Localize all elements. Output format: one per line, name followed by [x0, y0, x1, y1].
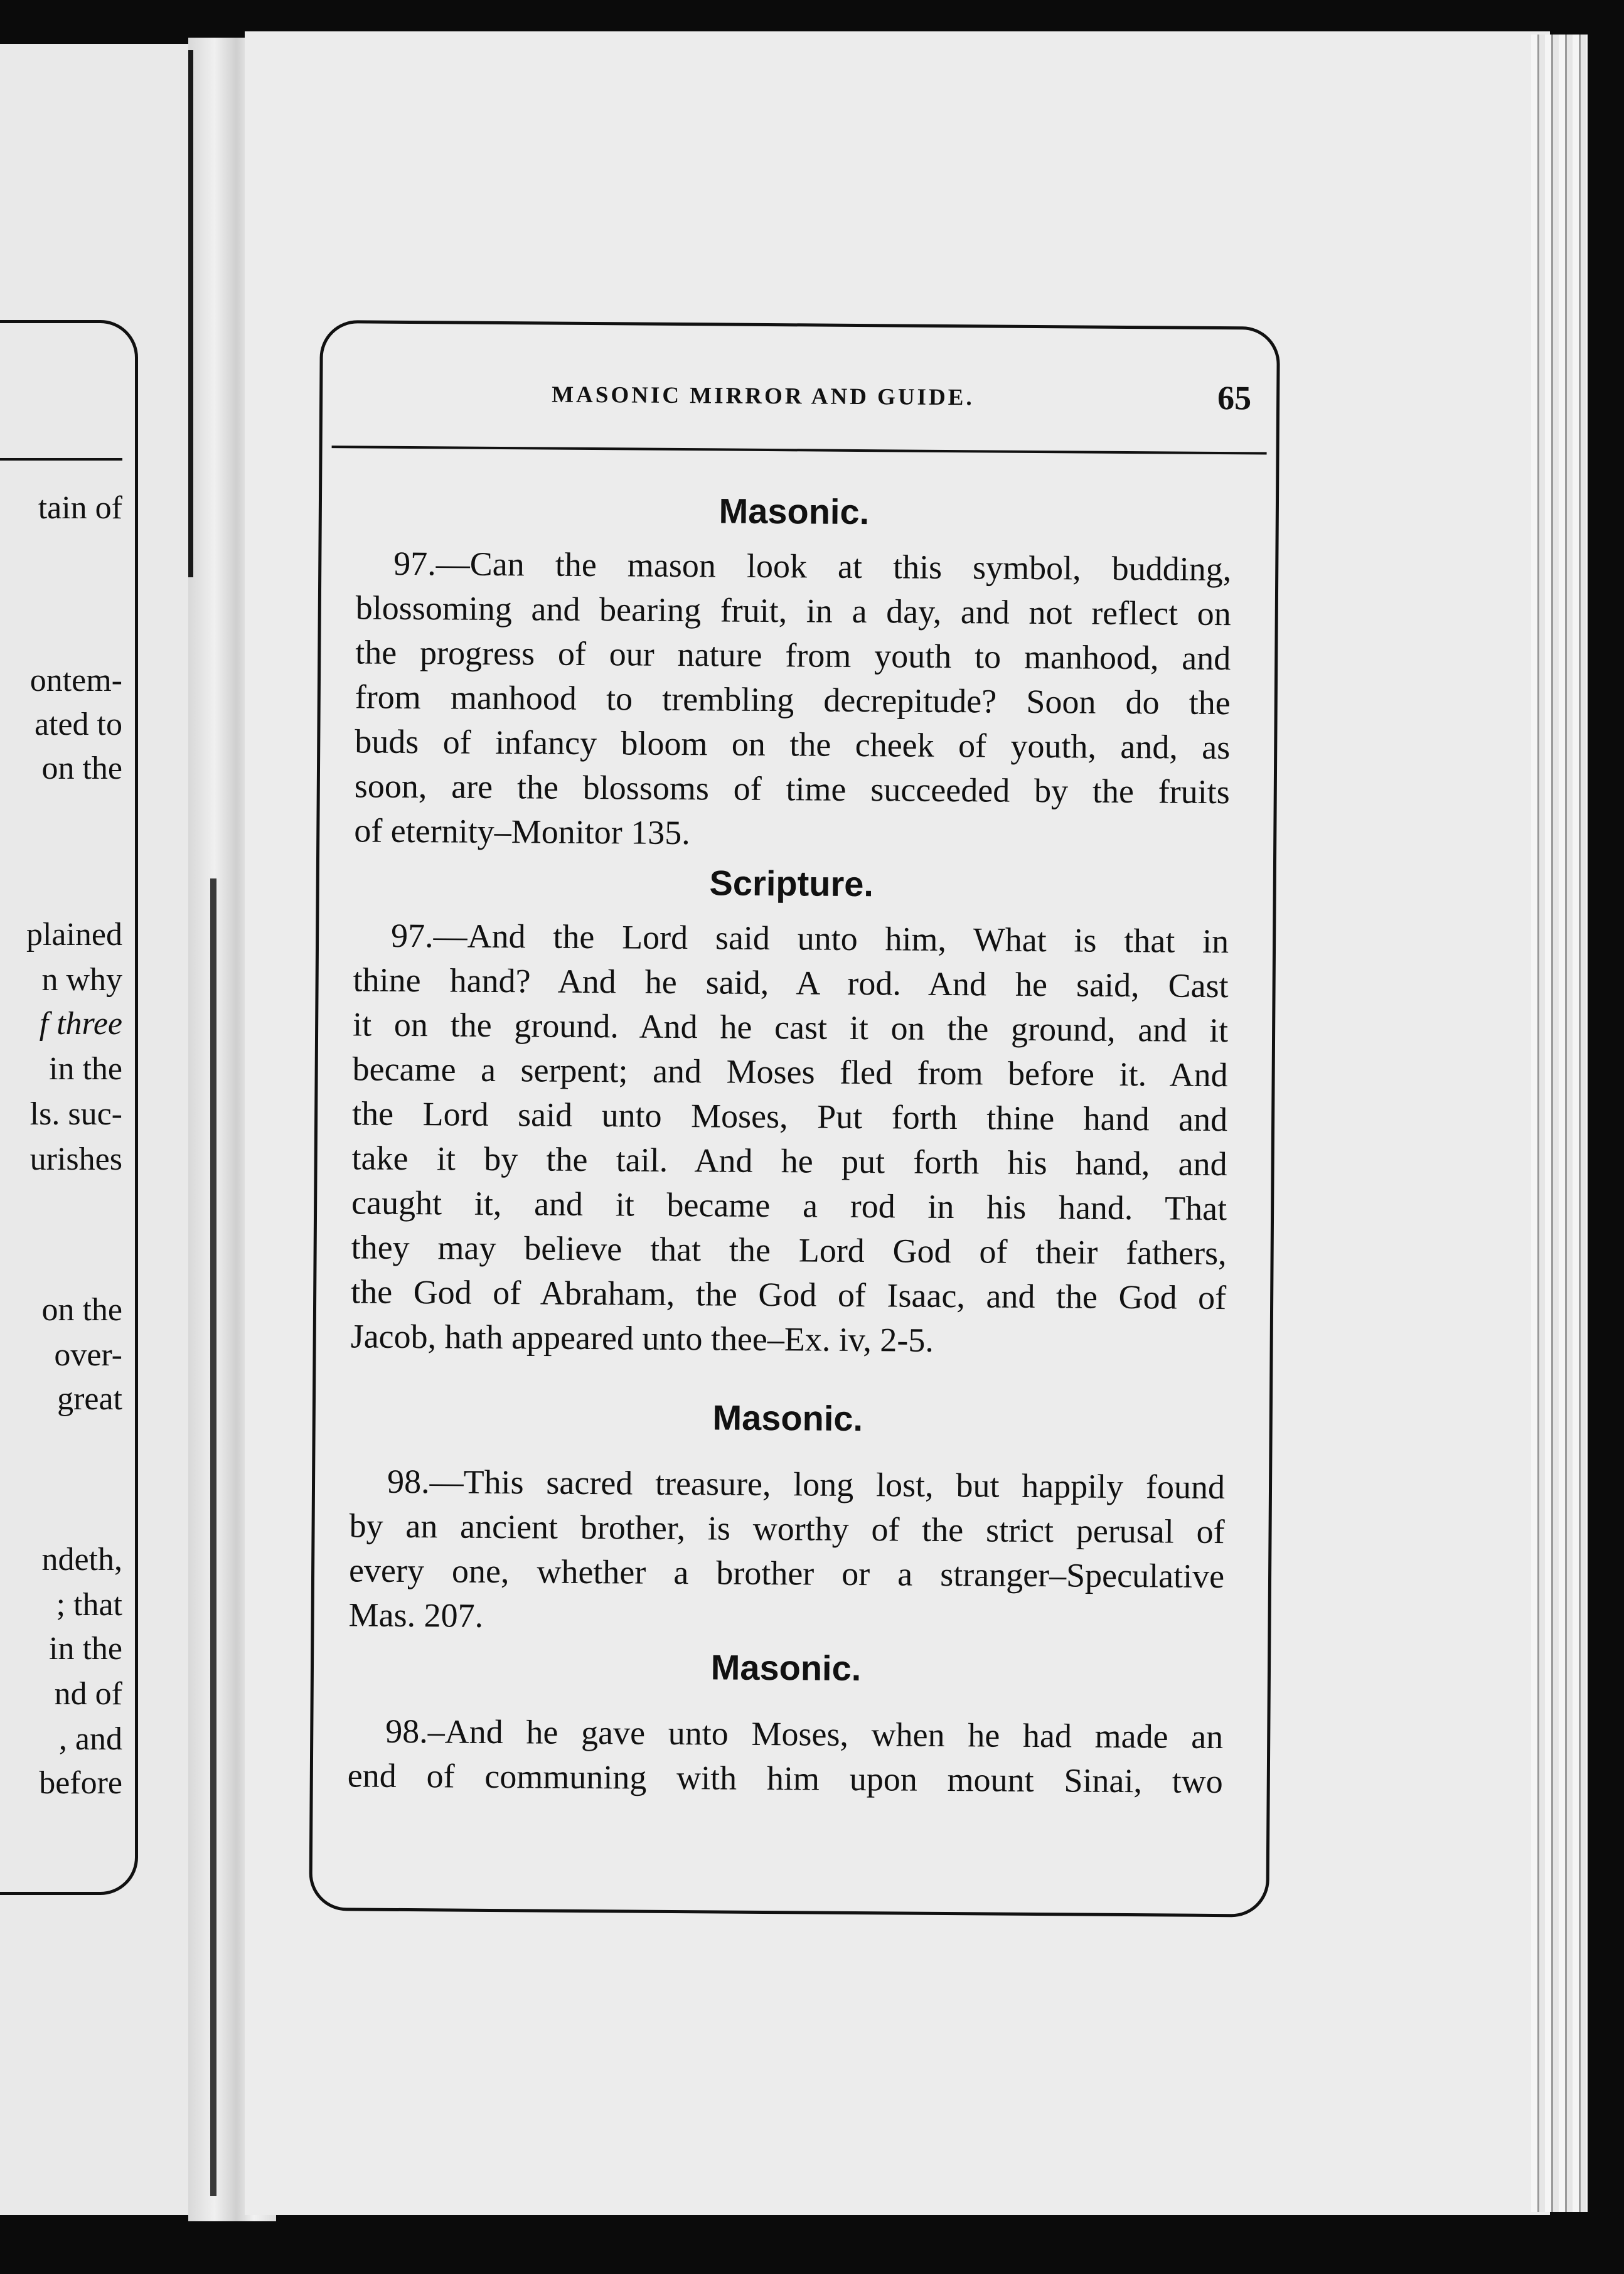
- text-line: 98.—This sacred treasure, long lost, but happily found: [387, 1462, 1226, 1507]
- text-line: of eternity–Monitor 135.: [354, 811, 690, 852]
- left-line: great: [57, 1381, 122, 1417]
- torn-edge: [188, 50, 193, 577]
- paragraph: [350, 913, 1229, 1365]
- left-line: plained: [26, 917, 122, 953]
- left-line: over-: [54, 1337, 122, 1373]
- paragraph: [348, 1709, 1224, 1804]
- text-line: the progress of our nature from youth to manhood, and: [355, 633, 1231, 678]
- left-line: before: [39, 1765, 122, 1801]
- left-line: nd of: [54, 1676, 122, 1712]
- left-line: , and: [58, 1721, 122, 1757]
- section-heading: Masonic.: [710, 1647, 862, 1689]
- section-heading: Masonic.: [712, 1397, 863, 1439]
- left-line: ls. suc-: [29, 1096, 122, 1132]
- left-line: in the: [49, 1631, 122, 1667]
- header-rule: [332, 446, 1267, 454]
- left-line: on the: [41, 1292, 122, 1328]
- text-line: Jacob, hath appeared unto thee–Ex. iv, 2-5.: [350, 1317, 934, 1359]
- text-line: end of communing with him upon mount Sinai, two: [347, 1756, 1223, 1801]
- left-line: f three: [39, 1006, 122, 1042]
- text-line: 97.—And the Lord said unto him, What is that in: [390, 916, 1229, 961]
- paragraph: [348, 1459, 1225, 1643]
- text-line: buds of infancy bloom on the cheek of youth, and, as: [355, 722, 1231, 767]
- page-edges: [1531, 35, 1588, 2212]
- text-line: from manhood to trembling decrepitude? Soon do the: [355, 678, 1231, 722]
- paragraph: [354, 541, 1231, 859]
- left-line: ndeth,: [41, 1542, 122, 1577]
- header-rule: [0, 458, 122, 461]
- text-line: take it by the tail. And he put forth his hand, and: [351, 1139, 1227, 1183]
- text-line: thine hand? And he said, A rod. And he said, Cast: [353, 961, 1229, 1005]
- page-number: 65: [1217, 378, 1252, 417]
- left-line: tain of: [38, 490, 122, 526]
- torn-edge: [210, 878, 216, 2196]
- text-line: Mas. 207.: [348, 1596, 484, 1635]
- text-line: 98.–And he gave unto Moses, when he had made an: [385, 1712, 1224, 1756]
- left-line: ated to: [34, 707, 122, 742]
- left-line: in the: [49, 1051, 122, 1087]
- running-head: [323, 380, 1276, 424]
- text-line: 97.—Can the mason look at this symbol, budding,: [393, 544, 1232, 589]
- text-line: the Lord said unto Moses, Put forth thine hand and: [351, 1094, 1228, 1139]
- text-line: soon, are the blossoms of time succeeded by the fruits: [354, 767, 1230, 811]
- left-line: urishes: [29, 1141, 122, 1177]
- text-line: the God of Abraham, the God of Isaac, and the God of: [350, 1273, 1227, 1317]
- text-line: caught it, and it became a rod in his hand. That: [351, 1183, 1227, 1228]
- section-heading: Scripture.: [709, 863, 874, 904]
- page-frame: [309, 320, 1280, 1918]
- text-line: every one, whether a brother or a stranger–Speculative: [348, 1551, 1225, 1596]
- text-line: it on the ground. And he cast it on the ground, and it: [352, 1005, 1229, 1050]
- header-title: MASONIC MIRROR AND GUIDE.: [552, 382, 975, 411]
- left-line: ontem-: [29, 663, 122, 698]
- left-line: ; that: [56, 1587, 122, 1623]
- left-line: on the: [41, 750, 122, 786]
- text-line: they may believe that the Lord God of their fathers,: [351, 1228, 1227, 1273]
- text-line: blossoming and bearing fruit, in a day, and not reflect on: [355, 589, 1231, 633]
- text-line: became a serpent; and Moses fled from before it. And: [352, 1050, 1228, 1094]
- section-heading: Masonic.: [719, 491, 870, 532]
- text-line: by an ancient brother, is worthy of the strict perusal of: [349, 1507, 1225, 1551]
- left-line: n why: [41, 962, 122, 998]
- page-body: [348, 483, 1232, 1804]
